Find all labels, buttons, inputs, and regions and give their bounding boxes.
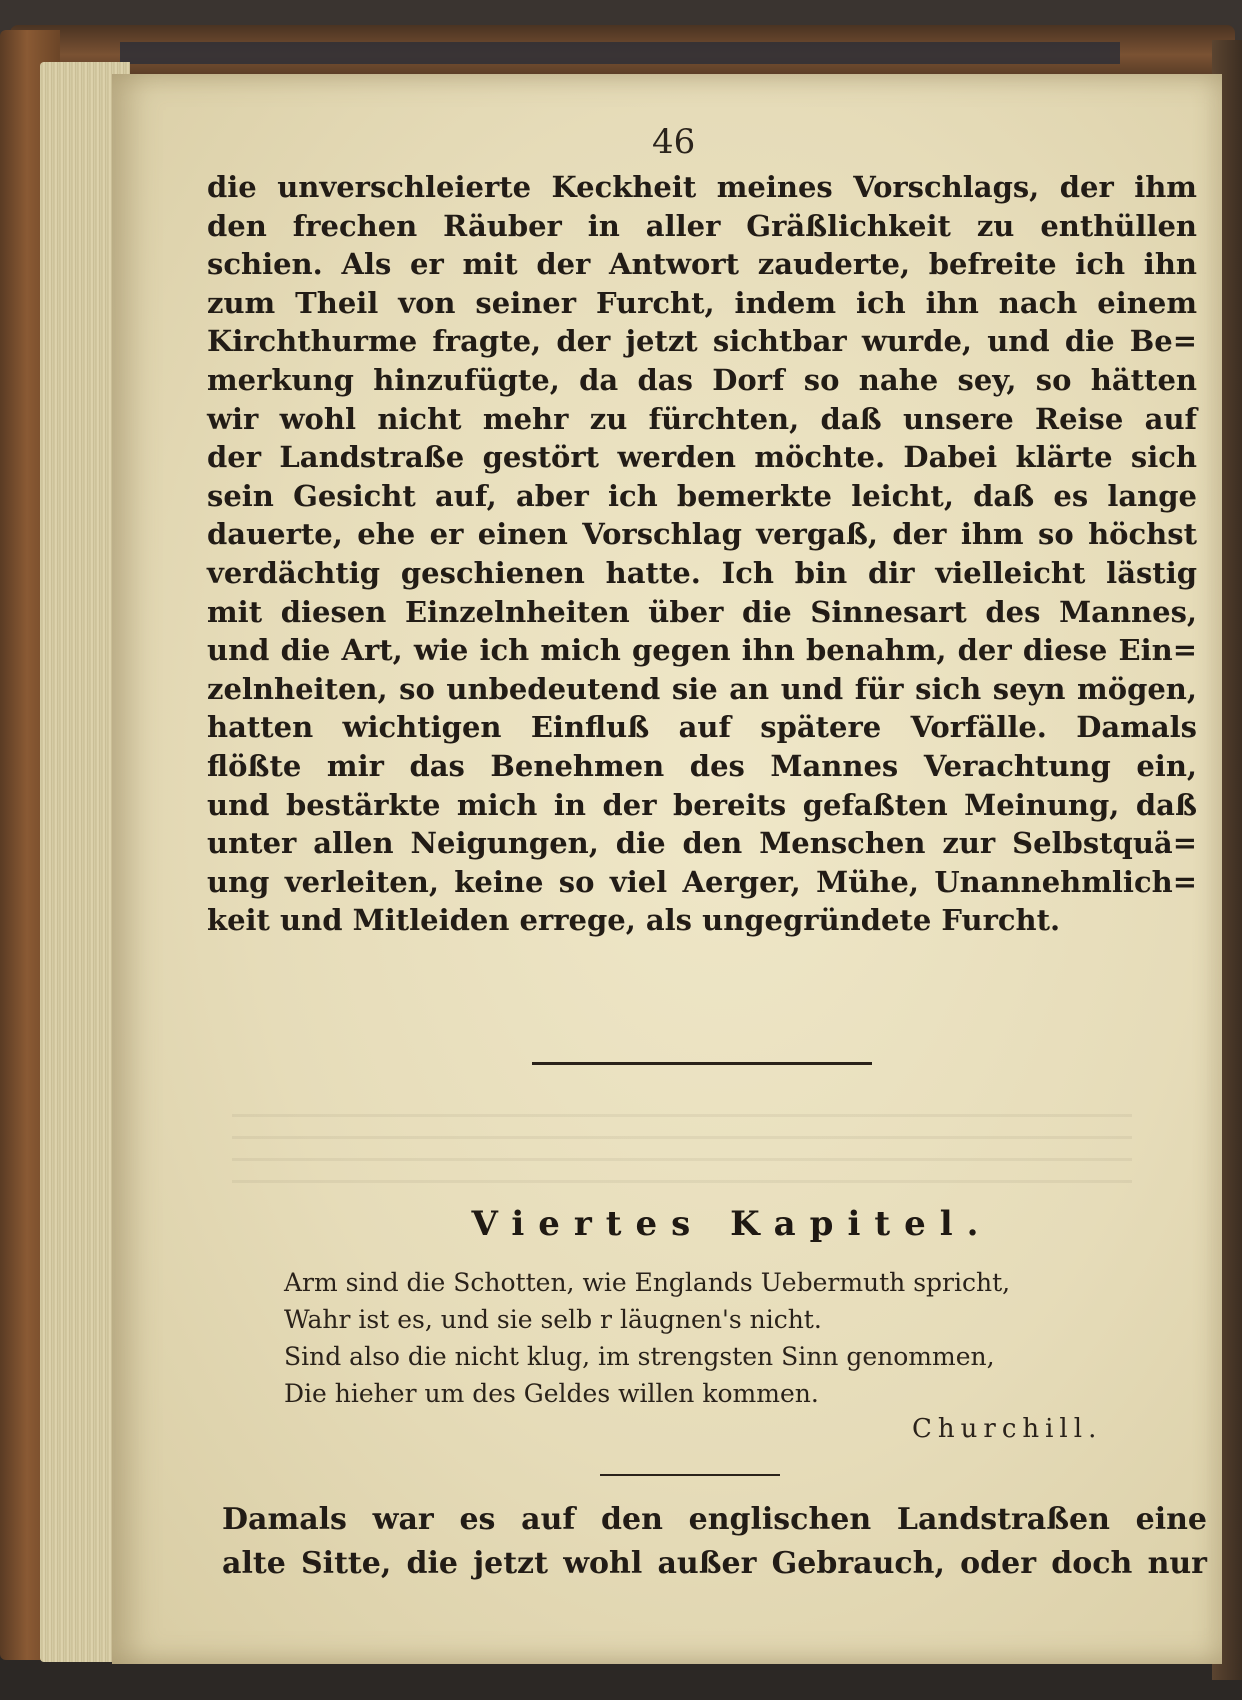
text-line: flößte mir das Benehmen des Mannes Verachtung ein, [207, 748, 1197, 783]
text-line: und die Art, wie ich mich gegen ihn benahm, der diese Ein= [207, 633, 1197, 668]
text-line: zum Theil von seiner Furcht, indem ich ihn nach einem [207, 285, 1197, 320]
bleed-through-texture [232, 1114, 1132, 1194]
text-line: ung verleiten, keine so viel Aerger, Mühe, Unannehmlich= [207, 864, 1197, 899]
text-line: die unverschleierte Keckheit meines Vorschlags, der ihm [207, 170, 1197, 204]
chapter-title: Viertes Kapitel. [471, 1204, 993, 1244]
continuation-text-block [222, 1498, 1207, 1586]
text-line: Kirchthurme fragte, der jetzt sichtbar wurde, und die Be= [207, 324, 1197, 359]
text-line: dauerte, ehe er einen Vorschlag vergaß, der ihm so höchst [207, 517, 1197, 552]
text-line: merkung hinzufügte, da das Dorf so nahe sey, so hätten [207, 362, 1197, 397]
text-line: verdächtig geschienen hatte. Ich bin dir vielleicht lästig [207, 555, 1197, 590]
cover-band [120, 42, 1120, 64]
text-line: und bestärkte mich in der bereits gefaßten Meinung, daß [207, 787, 1197, 822]
epigraph-line: Wahr ist es, und sie selb r läugnen's nicht. [284, 1305, 822, 1334]
text-line: hatten wichtigen Einfluß auf spätere Vorfälle. Damals [207, 710, 1197, 745]
epigraph-author: Churchill. [912, 1414, 1103, 1444]
text-line: den frechen Räuber in aller Gräßlichkeit zu enthüllen [207, 208, 1197, 243]
text-line: keit und Mitleiden errege, als ungegründete Furcht. [207, 903, 1061, 938]
epigraph-line: Die hieher um des Geldes willen kommen. [284, 1379, 819, 1408]
epigraph-line: Arm sind die Schotten, wie Englands Uebermuth spricht, [284, 1268, 1011, 1297]
text-line: unter allen Neigungen, die den Menschen zur Selbstquä= [207, 826, 1197, 861]
text-line: mit diesen Einzelnheiten über die Sinnesart des Mannes, [207, 594, 1197, 629]
section-divider [532, 1062, 872, 1065]
epigraph-divider [600, 1474, 780, 1476]
text-line: Damals war es auf den englischen Landstraßen eine [222, 1502, 1207, 1537]
epigraph [284, 1264, 1184, 1412]
book-page [112, 74, 1222, 1664]
text-line: schien. Als er mit der Antwort zauderte, befreite ich ihn [207, 247, 1197, 282]
text-line: der Landstraße gestört werden möchte. Dabei klärte sich [207, 440, 1197, 475]
text-line: alte Sitte, die jetzt wohl außer Gebrauch, oder doch nur [222, 1546, 1207, 1581]
page-number: 46 [652, 122, 696, 162]
text-line: zelnheiten, so unbedeutend sie an und für sich seyn mögen, [207, 671, 1197, 706]
text-line: wir wohl nicht mehr zu fürchten, daß unsere Reise auf [207, 401, 1197, 436]
main-text-block [207, 168, 1197, 940]
text-line: sein Gesicht auf, aber ich bemerkte leicht, daß es lange [207, 478, 1197, 513]
epigraph-line: Sind also die nicht klug, im strengsten Sinn genommen, [284, 1342, 995, 1371]
